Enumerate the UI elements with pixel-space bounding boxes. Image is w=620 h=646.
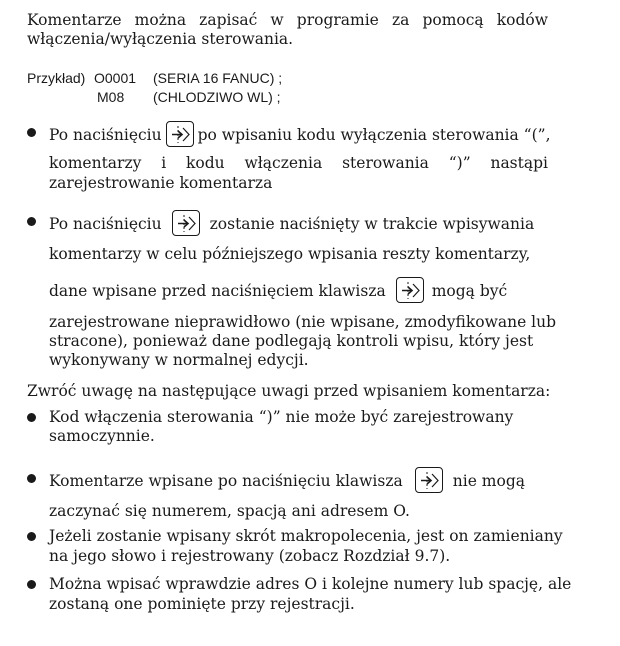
bullet2-line3-pre: dane wpisane przed naciśnięciem klawisza bbox=[49, 282, 386, 300]
bullet-icon bbox=[27, 474, 36, 483]
bullet-icon bbox=[27, 413, 36, 422]
intro-line-2: włączenia/wyłączenia sterowania. bbox=[27, 30, 294, 48]
note3-line-1: Jeżeli zostanie wpisany skrót makropolecenia, jest on zamieniany bbox=[49, 527, 563, 545]
bullet1-line-1 bbox=[49, 123, 551, 149]
example-comment-1: (SERIA 16 FANUC) ; bbox=[153, 70, 283, 86]
bullet1-line-2: komentarzy i kodu włączenia sterowania “)” nastąpi bbox=[49, 154, 548, 172]
bullet-icon bbox=[27, 580, 36, 589]
bullet-icon bbox=[27, 217, 36, 226]
bullet2-line-4: zarejestrowane nieprawidłowo (nie wpisane, zmodyfikowane lub bbox=[49, 313, 557, 331]
note2-line-1 bbox=[49, 469, 548, 495]
bullet1-line-3: zarejestrowanie komentarza bbox=[49, 174, 273, 192]
bullet1-pre-text: Po naciśnięciu bbox=[49, 126, 162, 144]
bullet2-post-text: zostanie naciśnięty w trakcie wpisywania bbox=[209, 215, 535, 233]
bullet-icon bbox=[27, 128, 36, 137]
example-code-2: M08 bbox=[97, 89, 125, 105]
note1-line-2: samoczynnie. bbox=[49, 427, 155, 445]
bullet2-line-1 bbox=[49, 212, 548, 238]
example-label: Przykład) bbox=[27, 70, 86, 86]
bullet2-line-6: wykonywany w normalnej edycji. bbox=[49, 351, 309, 369]
insert-key-icon bbox=[415, 467, 443, 493]
note4-line-1: Można wpisać wprawdzie adres O i kolejne numery lub spację, ale bbox=[49, 575, 572, 593]
note2-post-text: nie mogą bbox=[452, 472, 525, 490]
bullet2-line3-post: mogą być bbox=[431, 282, 508, 300]
note1-line-1: Kod włączenia sterowania “)” nie może być zarejestrowany bbox=[49, 408, 514, 426]
bullet2-pre-text: Po naciśnięciu bbox=[49, 215, 162, 233]
insert-key-icon bbox=[396, 277, 424, 303]
intro-line-1: Komentarze można zapisać w programie za pomocą kodów bbox=[27, 11, 548, 29]
bullet2-line-5: stracone), ponieważ dane podlegają kontroli wpisu, który jest bbox=[49, 332, 534, 350]
note3-line-2: na jego słowo i rejestrowany (zobacz Rozdział 9.7). bbox=[49, 547, 451, 565]
bullet-icon bbox=[27, 532, 36, 541]
example-comment-2: (CHLODZIWO WL) ; bbox=[153, 89, 281, 105]
insert-key-icon bbox=[172, 210, 200, 236]
example-code-1: O0001 bbox=[94, 70, 137, 86]
note2-line-2: zaczynać się numerem, spacją ani adresem O. bbox=[49, 502, 410, 520]
insert-key-icon bbox=[166, 121, 194, 147]
bullet2-line-2: komentarzy w celu późniejszego wpisania reszty komentarzy, bbox=[49, 245, 531, 263]
note4-line-2: zostaną one pominięte przy rejestracji. bbox=[49, 595, 355, 613]
bullet2-line-3 bbox=[49, 279, 548, 305]
note2-pre-text: Komentarze wpisane po naciśnięciu klawisza bbox=[49, 472, 403, 490]
note-heading: Zwróć uwagę na następujące uwagi przed wpisaniem komentarza: bbox=[27, 382, 551, 400]
bullet1-post-text: po wpisaniu kodu wyłączenia sterowania “(”, bbox=[197, 126, 551, 144]
